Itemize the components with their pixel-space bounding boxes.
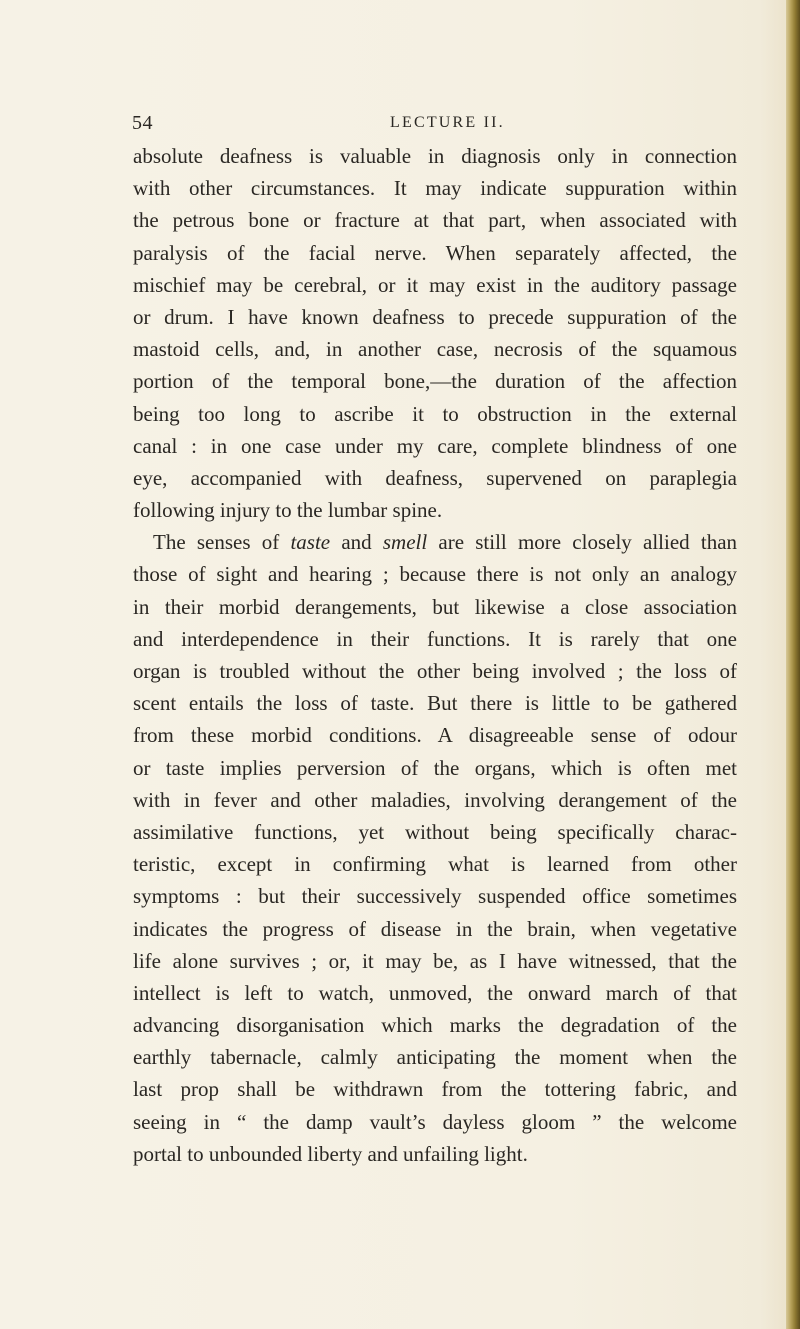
italic-word-taste: taste <box>290 530 331 555</box>
body-text <box>133 140 737 1170</box>
text-line: with other circumstances. It may indicate suppuration within <box>133 176 737 201</box>
text-line: or taste implies perversion of the organs, which is often met <box>133 755 737 780</box>
text-line: from these morbid conditions. A disagreeable sense of odour <box>133 723 737 748</box>
text-line: canal : in one case under my care, complete blindness of one <box>133 433 737 458</box>
text-line: portal to unbounded liberty and unfailing light. <box>133 1141 528 1166</box>
running-head <box>100 112 740 140</box>
text-line: paralysis of the facial nerve. When separately affected, the <box>133 240 737 265</box>
text-line: advancing disorganisation which marks the degradation of the <box>133 1013 737 1038</box>
text-line: following injury to the lumbar spine. <box>133 498 443 523</box>
text-line: and interdependence in their functions. It is rarely that one <box>133 626 737 651</box>
text-line: portion of the temporal bone,—the duration of the affection <box>133 369 737 394</box>
text-line: with in fever and other maladies, involving derangement of the <box>133 787 737 812</box>
text-line: in their morbid derangements, but likewise a close association <box>133 594 737 619</box>
paragraph-opening-line <box>133 526 737 558</box>
text-line: organ is troubled without the other being involved ; the loss of <box>133 659 737 683</box>
text-line: intellect is left to watch, unmoved, the onward march of that <box>133 980 737 1005</box>
text-line: teristic, except in confirming what is learned from other <box>133 852 737 877</box>
text-line: earthly tabernacle, calmly anticipating the moment when the <box>133 1045 737 1070</box>
text-line: mischief may be cerebral, or it may exist in the auditory passage <box>133 272 737 297</box>
text-line: symptoms : but their successively suspended office sometimes <box>133 884 737 909</box>
page-binding-edge <box>786 0 800 1329</box>
text-line: or drum. I have known deafness to precede suppuration of the <box>133 304 737 329</box>
text-line: being too long to ascribe it to obstruction in the external <box>133 401 737 426</box>
text-line: life alone survives ; or, it may be, as I have witnessed, that the <box>133 948 737 973</box>
running-head-title: LECTURE II. <box>390 114 505 131</box>
text-line: seeing in “ the damp vault’s dayless gloom ” the welcome <box>133 1109 737 1134</box>
text-line: mastoid cells, and, in another case, necrosis of the squamous <box>133 337 737 362</box>
text-line: eye, accompanied with deafness, supervened on paraplegia <box>133 465 737 490</box>
text-line: those of sight and hearing ; because there is not only an analogy <box>133 562 737 587</box>
text-line: scent entails the loss of taste. But there is little to be gathered <box>133 691 737 716</box>
text-fragment: are still more closely allied than <box>427 530 738 555</box>
italic-word-smell: smell <box>382 530 428 555</box>
text-line: assimilative functions, yet without being specifically charac- <box>133 819 737 844</box>
text-line: indicates the progress of disease in the brain, when vegetative <box>133 916 737 941</box>
page-number: 54 <box>132 112 153 134</box>
text-line: the petrous bone or fracture at that part, when associated with <box>133 208 737 233</box>
text-fragment: The senses of <box>153 530 291 555</box>
text-line: last prop shall be withdrawn from the tottering fabric, and <box>133 1077 737 1102</box>
text-fragment: and <box>330 530 383 555</box>
text-line: absolute deafness is valuable in diagnosis only in connection <box>133 144 737 168</box>
